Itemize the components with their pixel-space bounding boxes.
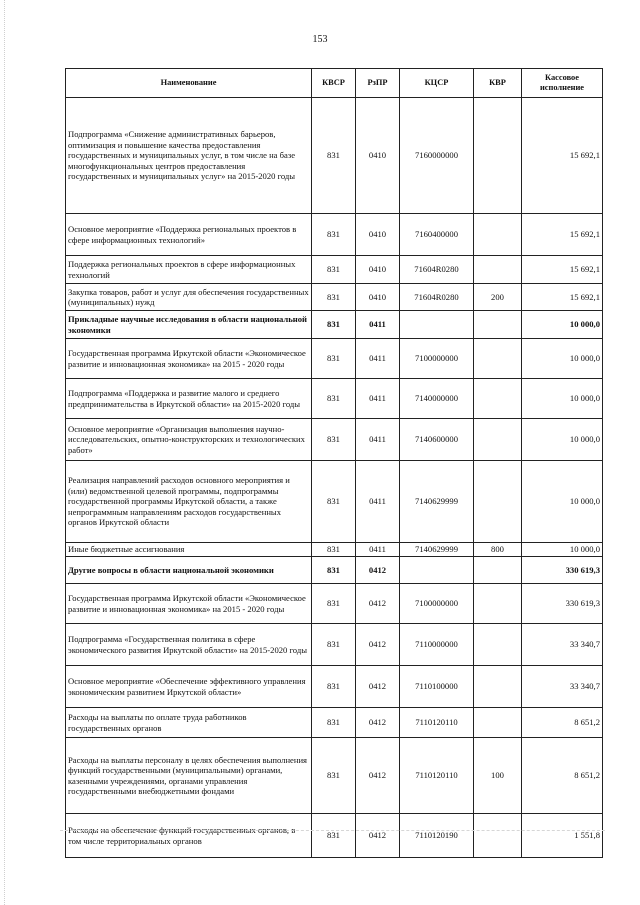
cell-amount: 15 692,1: [522, 214, 603, 256]
cell-name: Основное мероприятие «Организация выполнения научно-исследовательских, опытно-конструкторских и технологических работ»: [66, 419, 312, 461]
table-row: [66, 738, 603, 814]
table-row: [66, 584, 603, 624]
cell-kcsr: 7100000000: [400, 584, 474, 624]
cell-amount: 15 692,1: [522, 256, 603, 284]
cell-name: Расходы на выплаты по оплате труда работников государственных органов: [66, 708, 312, 738]
cell-kvr: 100: [474, 738, 522, 814]
cell-amount: 15 692,1: [522, 98, 603, 214]
table-row: [66, 419, 603, 461]
cell-amount: 10 000,0: [522, 339, 603, 379]
cell-name: Государственная программа Иркутской области «Экономическое развитие и инновационная экономика» на 2015 - 2020 годы: [66, 584, 312, 624]
cell-name: Подпрограмма «Снижение административных барьеров, оптимизация и повышение качества предоставления государственных и муниципальных услуг, в том числе на базе многофункциональных центров предоставления государственных и муниципальных услуг» на 2015-2020 годы: [66, 98, 312, 214]
cell-kvr: [474, 708, 522, 738]
table-row: [66, 543, 603, 557]
cell-kcsr: 7140629999: [400, 461, 474, 543]
table-row: [66, 624, 603, 666]
cell-kvr: [474, 419, 522, 461]
cell-kcsr: [400, 557, 474, 584]
cell-kcsr: 7160000000: [400, 98, 474, 214]
cell-kcsr: [400, 311, 474, 339]
cell-rzpr: 0411: [356, 311, 400, 339]
cell-amount: 33 340,7: [522, 624, 603, 666]
table-row: [66, 98, 603, 214]
cell-name: Основное мероприятие «Поддержка региональных проектов в сфере информационных технологий»: [66, 214, 312, 256]
cell-rzpr: 0412: [356, 584, 400, 624]
cell-kvr: [474, 311, 522, 339]
cell-name: Основное мероприятие «Обеспечение эффективного управления экономическим развитием Иркутской области»: [66, 666, 312, 708]
cell-rzpr: 0410: [356, 98, 400, 214]
cell-kcsr: 7110100000: [400, 666, 474, 708]
cell-kvr: [474, 379, 522, 419]
cell-rzpr: 0410: [356, 214, 400, 256]
cell-kcsr: 71604R0280: [400, 284, 474, 311]
cell-rzpr: 0412: [356, 708, 400, 738]
cell-kcsr: 71604R0280: [400, 256, 474, 284]
cell-kvr: [474, 339, 522, 379]
cell-kcsr: 7160400000: [400, 214, 474, 256]
cell-kcsr: 7140629999: [400, 543, 474, 557]
cell-amount: 10 000,0: [522, 543, 603, 557]
cell-rzpr: 0411: [356, 379, 400, 419]
cell-name: Закупка товаров, работ и услуг для обеспечения государственных (муниципальных) нужд: [66, 284, 312, 311]
cell-kvsr: 831: [312, 708, 356, 738]
cell-rzpr: 0412: [356, 666, 400, 708]
cell-kvsr: 831: [312, 666, 356, 708]
cell-amount: 8 651,2: [522, 738, 603, 814]
cell-kvsr: 831: [312, 543, 356, 557]
cell-kcsr: 7110120110: [400, 738, 474, 814]
cell-name: Расходы на выплаты персоналу в целях обеспечения выполнения функций государственными (муниципальными) органами, казенными учреждениями, органами управления государственными внебюджетными фондами: [66, 738, 312, 814]
table-row: [66, 461, 603, 543]
cell-rzpr: 0411: [356, 339, 400, 379]
header-amount: Кассовое исполнение: [522, 69, 603, 98]
cell-kvsr: 831: [312, 461, 356, 543]
cell-kvr: [474, 584, 522, 624]
cell-amount: 10 000,0: [522, 419, 603, 461]
cell-kcsr: 7140600000: [400, 419, 474, 461]
cell-name: Поддержка региональных проектов в сфере информационных технологий: [66, 256, 312, 284]
cell-rzpr: 0411: [356, 461, 400, 543]
cell-kvr: [474, 214, 522, 256]
cell-kvr: [474, 557, 522, 584]
cell-amount: 10 000,0: [522, 379, 603, 419]
cell-kvr: [474, 624, 522, 666]
cell-name: Другие вопросы в области национальной экономики: [66, 557, 312, 584]
table-row: [66, 339, 603, 379]
cell-name: Расходы на обеспечение функций государственных органов, в том числе территориальных органов: [66, 814, 312, 858]
cell-name: Государственная программа Иркутской области «Экономическое развитие и инновационная экономика» на 2015 - 2020 годы: [66, 339, 312, 379]
header-kcsr: КЦСР: [400, 69, 474, 98]
cell-rzpr: 0410: [356, 256, 400, 284]
cell-kvr: [474, 461, 522, 543]
scan-edge: [0, 0, 5, 905]
table-row: [66, 284, 603, 311]
cell-rzpr: 0411: [356, 543, 400, 557]
cell-kvsr: 831: [312, 339, 356, 379]
cell-amount: 8 651,2: [522, 708, 603, 738]
cell-amount: 15 692,1: [522, 284, 603, 311]
cell-kvsr: 831: [312, 419, 356, 461]
page-number: 153: [312, 34, 328, 45]
cell-name: Подпрограмма «Поддержка и развитие малого и среднего предпринимательства в Иркутской области» на 2015-2020 годы: [66, 379, 312, 419]
cell-amount: 33 340,7: [522, 666, 603, 708]
cell-kvr: [474, 666, 522, 708]
table-row: [66, 214, 603, 256]
cell-amount: 10 000,0: [522, 311, 603, 339]
table-row: [66, 666, 603, 708]
cell-kvr: [474, 98, 522, 214]
cell-name: Реализация направлений расходов основного мероприятия и (или) ведомственной целевой программы, подпрограммы государственной программы Иркутской области, а также непрограммным направлениям расходов государственных органов Иркутской области: [66, 461, 312, 543]
cell-kcsr: 7110120190: [400, 814, 474, 858]
cell-kvsr: 831: [312, 738, 356, 814]
table-header-row: [66, 69, 603, 98]
cell-kvsr: 831: [312, 214, 356, 256]
cell-kvsr: 831: [312, 584, 356, 624]
cell-kvr: 800: [474, 543, 522, 557]
cell-rzpr: 0412: [356, 814, 400, 858]
cell-kvsr: 831: [312, 624, 356, 666]
cell-amount: 10 000,0: [522, 461, 603, 543]
cell-kvsr: 831: [312, 98, 356, 214]
table-row: [66, 708, 603, 738]
cell-kcsr: 7140000000: [400, 379, 474, 419]
cell-kvsr: 831: [312, 557, 356, 584]
cell-amount: 330 619,3: [522, 557, 603, 584]
cell-rzpr: 0412: [356, 624, 400, 666]
cell-kvr: [474, 256, 522, 284]
table-row: [66, 379, 603, 419]
cell-kcsr: 7100000000: [400, 339, 474, 379]
table-row: [66, 256, 603, 284]
cell-kvsr: 831: [312, 311, 356, 339]
cell-kcsr: 7110000000: [400, 624, 474, 666]
scan-bottom-line: [60, 830, 605, 831]
header-kvr: КВР: [474, 69, 522, 98]
table-row: [66, 814, 603, 858]
cell-name: Прикладные научные исследования в области национальной экономики: [66, 311, 312, 339]
table-row-section: [66, 311, 603, 339]
cell-rzpr: 0412: [356, 738, 400, 814]
cell-name: Подпрограмма «Государственная политика в сфере экономического развития Иркутской области» на 2015-2020 годы: [66, 624, 312, 666]
header-rzpr: РзПР: [356, 69, 400, 98]
cell-amount: 1 551,8: [522, 814, 603, 858]
cell-kvsr: 831: [312, 814, 356, 858]
header-kvsr: КВСР: [312, 69, 356, 98]
cell-kvsr: 831: [312, 284, 356, 311]
cell-rzpr: 0412: [356, 557, 400, 584]
cell-kvsr: 831: [312, 379, 356, 419]
cell-name: Иные бюджетные ассигнования: [66, 543, 312, 557]
header-name: Наименование: [66, 69, 312, 98]
cell-kvr: [474, 814, 522, 858]
cell-rzpr: 0411: [356, 419, 400, 461]
cell-kvsr: 831: [312, 256, 356, 284]
cell-kcsr: 7110120110: [400, 708, 474, 738]
cell-kvr: 200: [474, 284, 522, 311]
cell-rzpr: 0410: [356, 284, 400, 311]
cell-amount: 330 619,3: [522, 584, 603, 624]
budget-table: [65, 68, 603, 858]
table-row-section: [66, 557, 603, 584]
